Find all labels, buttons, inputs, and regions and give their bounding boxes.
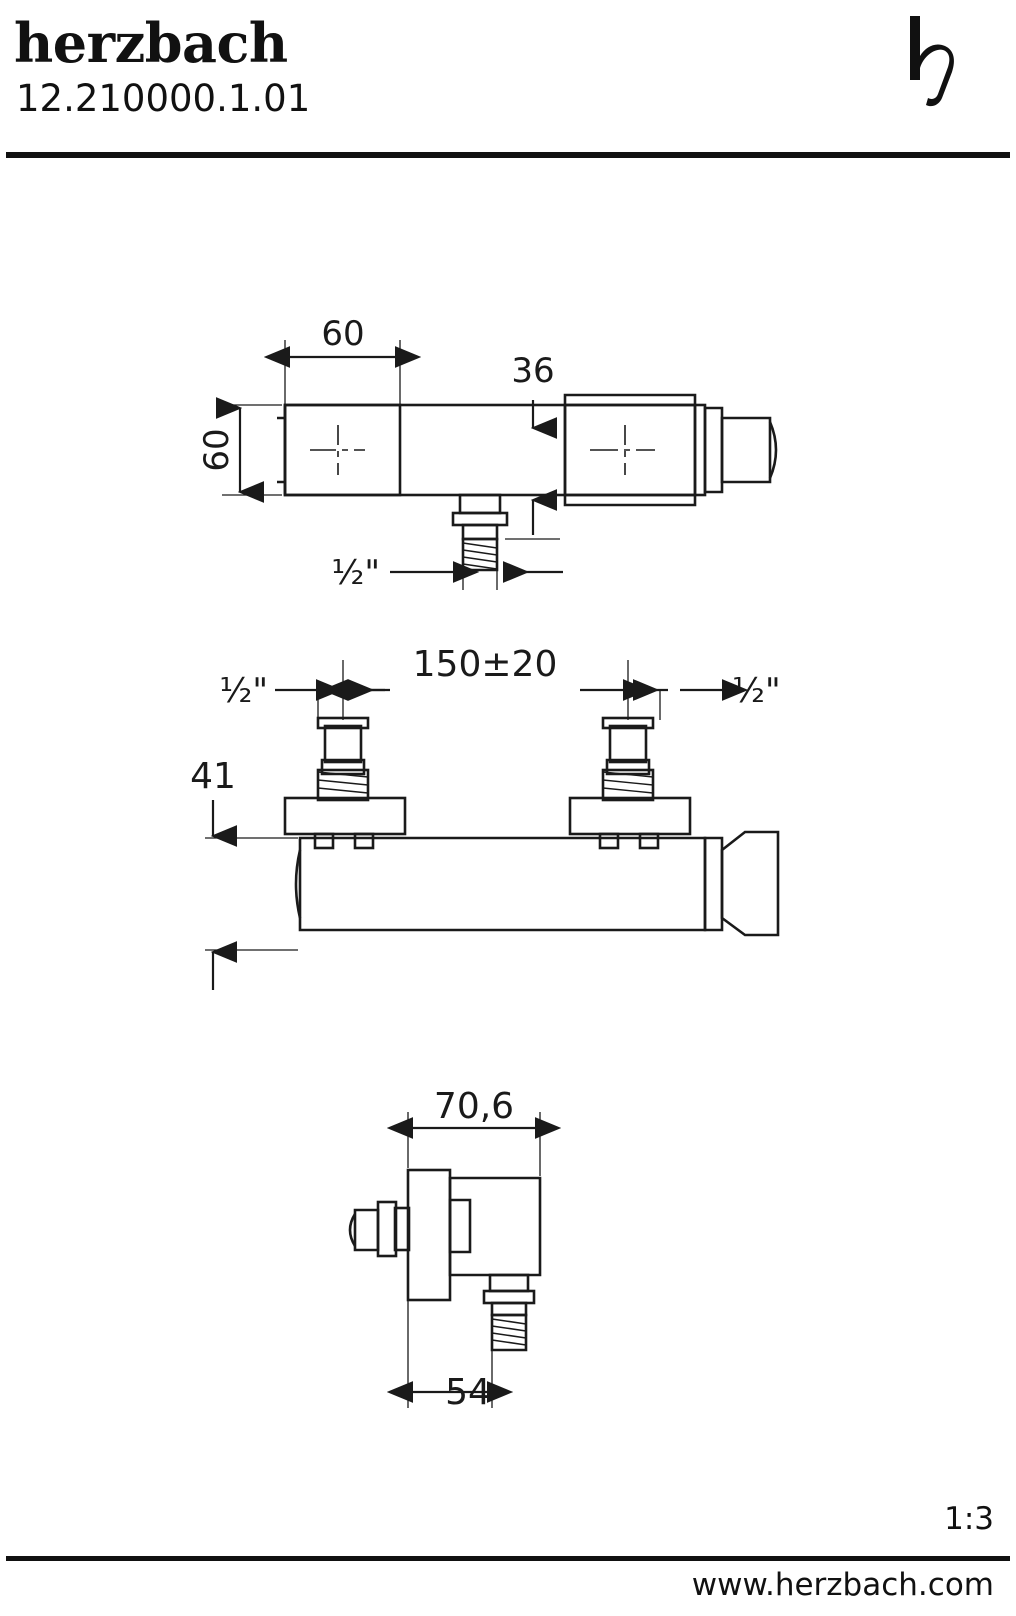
- dim-center-distance-label: 150±20: [412, 644, 558, 685]
- dim-thread-right-label: ½": [732, 671, 781, 711]
- technical-drawing: [0, 160, 1016, 1490]
- dim-projection-54-label: 54: [445, 1372, 491, 1413]
- brand-name: herzbach: [14, 11, 288, 75]
- page-footer: [0, 1486, 1016, 1616]
- article-number: 12.210000.1.01: [16, 77, 311, 120]
- dim-thread-half-inch-label: ½": [331, 553, 380, 593]
- footer-divider: [6, 1556, 1010, 1561]
- page-header: [0, 0, 1016, 160]
- herzbach-h-logo-icon: [890, 10, 980, 110]
- dim-thread-left-label: ½": [219, 671, 268, 711]
- dim-height-60-label: 60: [197, 428, 237, 472]
- dim-projection-706-label: 70,6: [433, 1086, 515, 1127]
- header-divider: [6, 152, 1010, 158]
- scale-label: 1:3: [944, 1501, 994, 1537]
- dim-height-41-label: 41: [190, 756, 236, 797]
- dim-depth-36-label: 36: [511, 351, 555, 391]
- dim-width-60-label: 60: [321, 314, 365, 354]
- website-url: www.herzbach.com: [691, 1567, 994, 1603]
